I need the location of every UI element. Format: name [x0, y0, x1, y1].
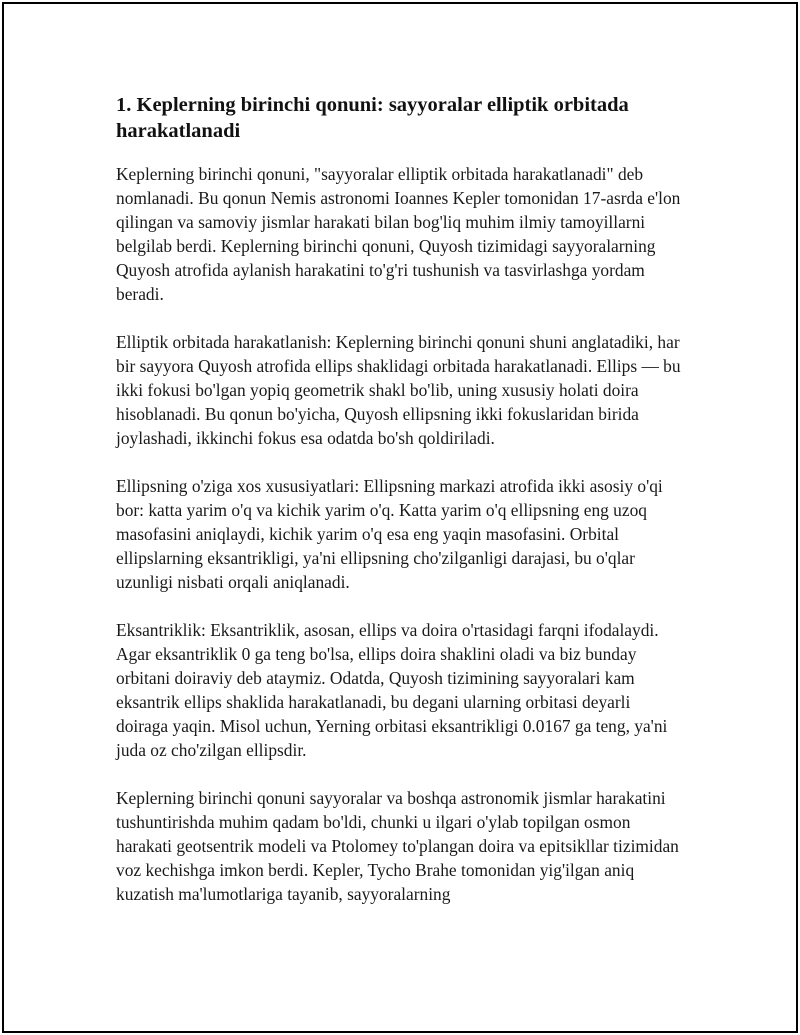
paragraph-intro: Keplerning birinchi qonuni, "sayyoralar elliptik orbitada harakatlanadi" deb nomlanadi. Bu qonun Nemis astronomi Ioannes Kepler tomonidan 17-asrda e'lon qilingan va samoviy jismlar harakati bilan bog'liq muhim ilmiy tamoyillarni belgilab berdi. Keplerning birinchi qonuni, Quyosh tizimidagi sayyoralarning Quyosh atrofida aylanish harakatini to'g'ri tushunish va tasvirlashga yordam beradi.: [116, 164, 681, 304]
document-body: [116, 92, 686, 930]
paragraph-significance: Keplerning birinchi qonuni sayyoralar va boshqa astronomik jismlar harakatini tushuntirishda muhim qadam bo'ldi, chunki u ilgari o'ylab topilgan osmon harakati geotsentrik modeli va Ptolomey to'plangan doira va epitsikllar tizimidan voz kechishga imkon berdi. Kepler, Tycho Brahe tomonidan yig'ilgan aniq kuzatish ma'lumotlariga tayanib, sayyoralarning: [116, 788, 679, 904]
paragraph-eccentricity: Eksantriklik: Eksantriklik, asosan, ellips va doira o'rtasidagi farqni ifodalaydi. Agar eksantriklik 0 ga teng bo'lsa, ellips doira shaklini oladi va biz bunday orbitani doiraviy deb ataymiz. Odatda, Quyosh tizimining sayyoralari kam eksantrik ellips shaklida harakatlanadi, bu degani ularning orbitasi deyarli doiraga yaqin. Misol uchun, Yerning orbitasi eksantrikligi 0.0167 ga teng, ya'ni juda oz cho'zilgan ellipsdir.: [116, 620, 668, 760]
paragraph-ellipse-properties: Ellipsning o'ziga xos xususiyatlari: Ellipsning markazi atrofida ikki asosiy o'qi bor: katta yarim o'q va kichik yarim o'q. Katta yarim o'q ellipsning eng uzoq masofasini aniqlaydi, kichik yarim o'q esa eng yaqin masofasini. Orbital ellipslarning eksantrikligi, ya'ni ellipsning cho'zilganligi darajasi, bu o'qlar uzunligi nisbati orqali aniqlanadi.: [116, 476, 663, 592]
paragraph-elliptic-orbit: Elliptik orbitada harakatlanish: Keplerning birinchi qonuni shuni anglatadiki, har bir sayyora Quyosh atrofida ellips shaklidagi orbitada harakatlanadi. Ellips — bu ikki fokusi bo'lgan yopiq geometrik shakl bo'lib, uning xususiy holati doira hisoblanadi. Bu qonun bo'yicha, Quyosh ellipsning ikki fokuslaridan birida joylashadi, ikkinchi fokus esa odatda bo'sh qoldiriladi.: [116, 332, 681, 448]
section-title: 1. Keplerning birinchi qonuni: sayyoralar elliptik orbitada harakatlanadi: [116, 94, 629, 142]
